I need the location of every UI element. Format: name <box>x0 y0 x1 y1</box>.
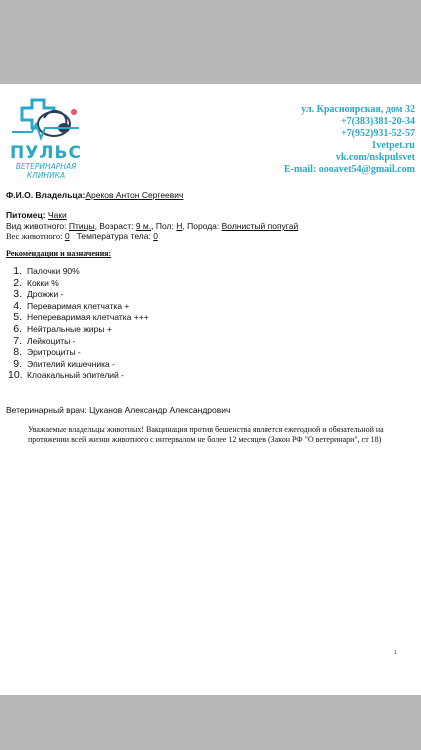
sex-value: Н <box>176 221 183 231</box>
pet-measures-line <box>6 231 158 241</box>
logo-subtitle-2: КЛИНИКА <box>26 171 66 180</box>
breed-value: Волнистый попугай <box>221 221 299 231</box>
document-page <box>0 84 421 695</box>
item-number: 5. <box>13 311 22 324</box>
item-text: Лейкоциты - <box>27 335 76 346</box>
item-number: 7. <box>13 334 22 347</box>
item-text: Эритроциты - <box>27 347 81 358</box>
clinic-logo <box>8 98 84 190</box>
item-number: 8. <box>13 346 22 359</box>
weight-label: Вес животного: <box>6 231 63 241</box>
item-number: 1. <box>13 265 22 277</box>
item-number: 10. <box>8 369 23 382</box>
temp-value: 0 <box>153 231 158 241</box>
list-item <box>8 266 149 278</box>
kind-value: Птицы <box>68 221 95 231</box>
item-text: Переваримая клетчатка + <box>27 300 130 311</box>
logo-title: ПУЛЬС <box>10 143 82 163</box>
item-number: 3. <box>13 288 22 301</box>
list-item <box>8 347 149 359</box>
pet-name: Чаки <box>47 210 67 220</box>
list-item <box>8 359 149 371</box>
pet-label: Питомец: <box>6 210 46 220</box>
address: ул. Красноярская, дом 32 <box>301 104 415 115</box>
age-value: 9 м. <box>135 221 152 231</box>
item-number: 2. <box>13 276 22 289</box>
list-item <box>8 289 149 301</box>
logo-subtitle-1: ВЕТЕРИНАРНАЯ <box>15 162 77 171</box>
vaccination-notice: Уважаемые владельцы животных! Вакцинация против бешенства является ежегодной и обязательной на протяжении всей жизни животного с интервалом не более 12 месяцев (Закон РФ "О ветеринари", ст 18) <box>28 425 384 444</box>
item-number: 4. <box>13 299 22 312</box>
list-item <box>8 370 149 382</box>
breed-label: Порода: <box>187 221 220 231</box>
vet-label: Ветеринарный врач: <box>6 405 87 415</box>
temp-label: Температура тела: <box>76 231 151 241</box>
phone-2: +7(952)931-52-57 <box>340 128 415 139</box>
age-label: Возраст: <box>99 221 134 231</box>
recommendations-list <box>8 266 149 382</box>
weight-value: 0 <box>64 231 70 241</box>
item-text: Эпителий кишечника - <box>27 358 115 369</box>
list-item <box>8 324 149 336</box>
item-text: Непереваримая клетчатка +++ <box>27 312 149 323</box>
item-text: Нейтральные жиры + <box>27 323 112 334</box>
list-item <box>8 312 149 324</box>
list-item <box>8 301 149 313</box>
owner-line <box>6 190 183 200</box>
item-number: 6. <box>13 322 22 335</box>
list-item <box>8 336 149 348</box>
phone-1: +7(383)381-20-34 <box>340 116 415 127</box>
item-text: Клоакальный эпителий - <box>27 370 124 381</box>
vk-link: vk.com/nskpulsvet <box>335 152 415 163</box>
item-text: Кокки % <box>27 277 59 288</box>
vet-line <box>6 405 230 415</box>
list-item <box>8 278 149 290</box>
pet-details-line: Вид животного: Птицы, Возраст: 9 м., Пол: Н, Порода: Волнистый попугай <box>6 221 299 231</box>
sex-label: Пол: <box>155 221 174 231</box>
owner-name: Ареков Антон Сергеевич <box>85 190 184 200</box>
vet-name: Цуканов Александр Александрович <box>89 405 231 415</box>
page-number: 1 <box>394 650 397 656</box>
email: E-mail: oooavet54@gmail.com <box>284 164 415 175</box>
kind-label: Вид животного: <box>6 221 67 231</box>
item-text: Палочки 90% <box>27 266 80 276</box>
recommendations-title: Рекомендации и назначения: <box>6 249 112 258</box>
item-number: 9. <box>13 357 22 370</box>
clinic-contacts <box>284 104 415 176</box>
website: 1vetpet.ru <box>371 140 415 151</box>
item-text: Дрожжи - <box>27 289 64 300</box>
owner-label: Ф.И.О. Владельца: <box>6 190 86 200</box>
logo-cross-icon <box>8 98 84 148</box>
pet-line <box>6 210 67 220</box>
